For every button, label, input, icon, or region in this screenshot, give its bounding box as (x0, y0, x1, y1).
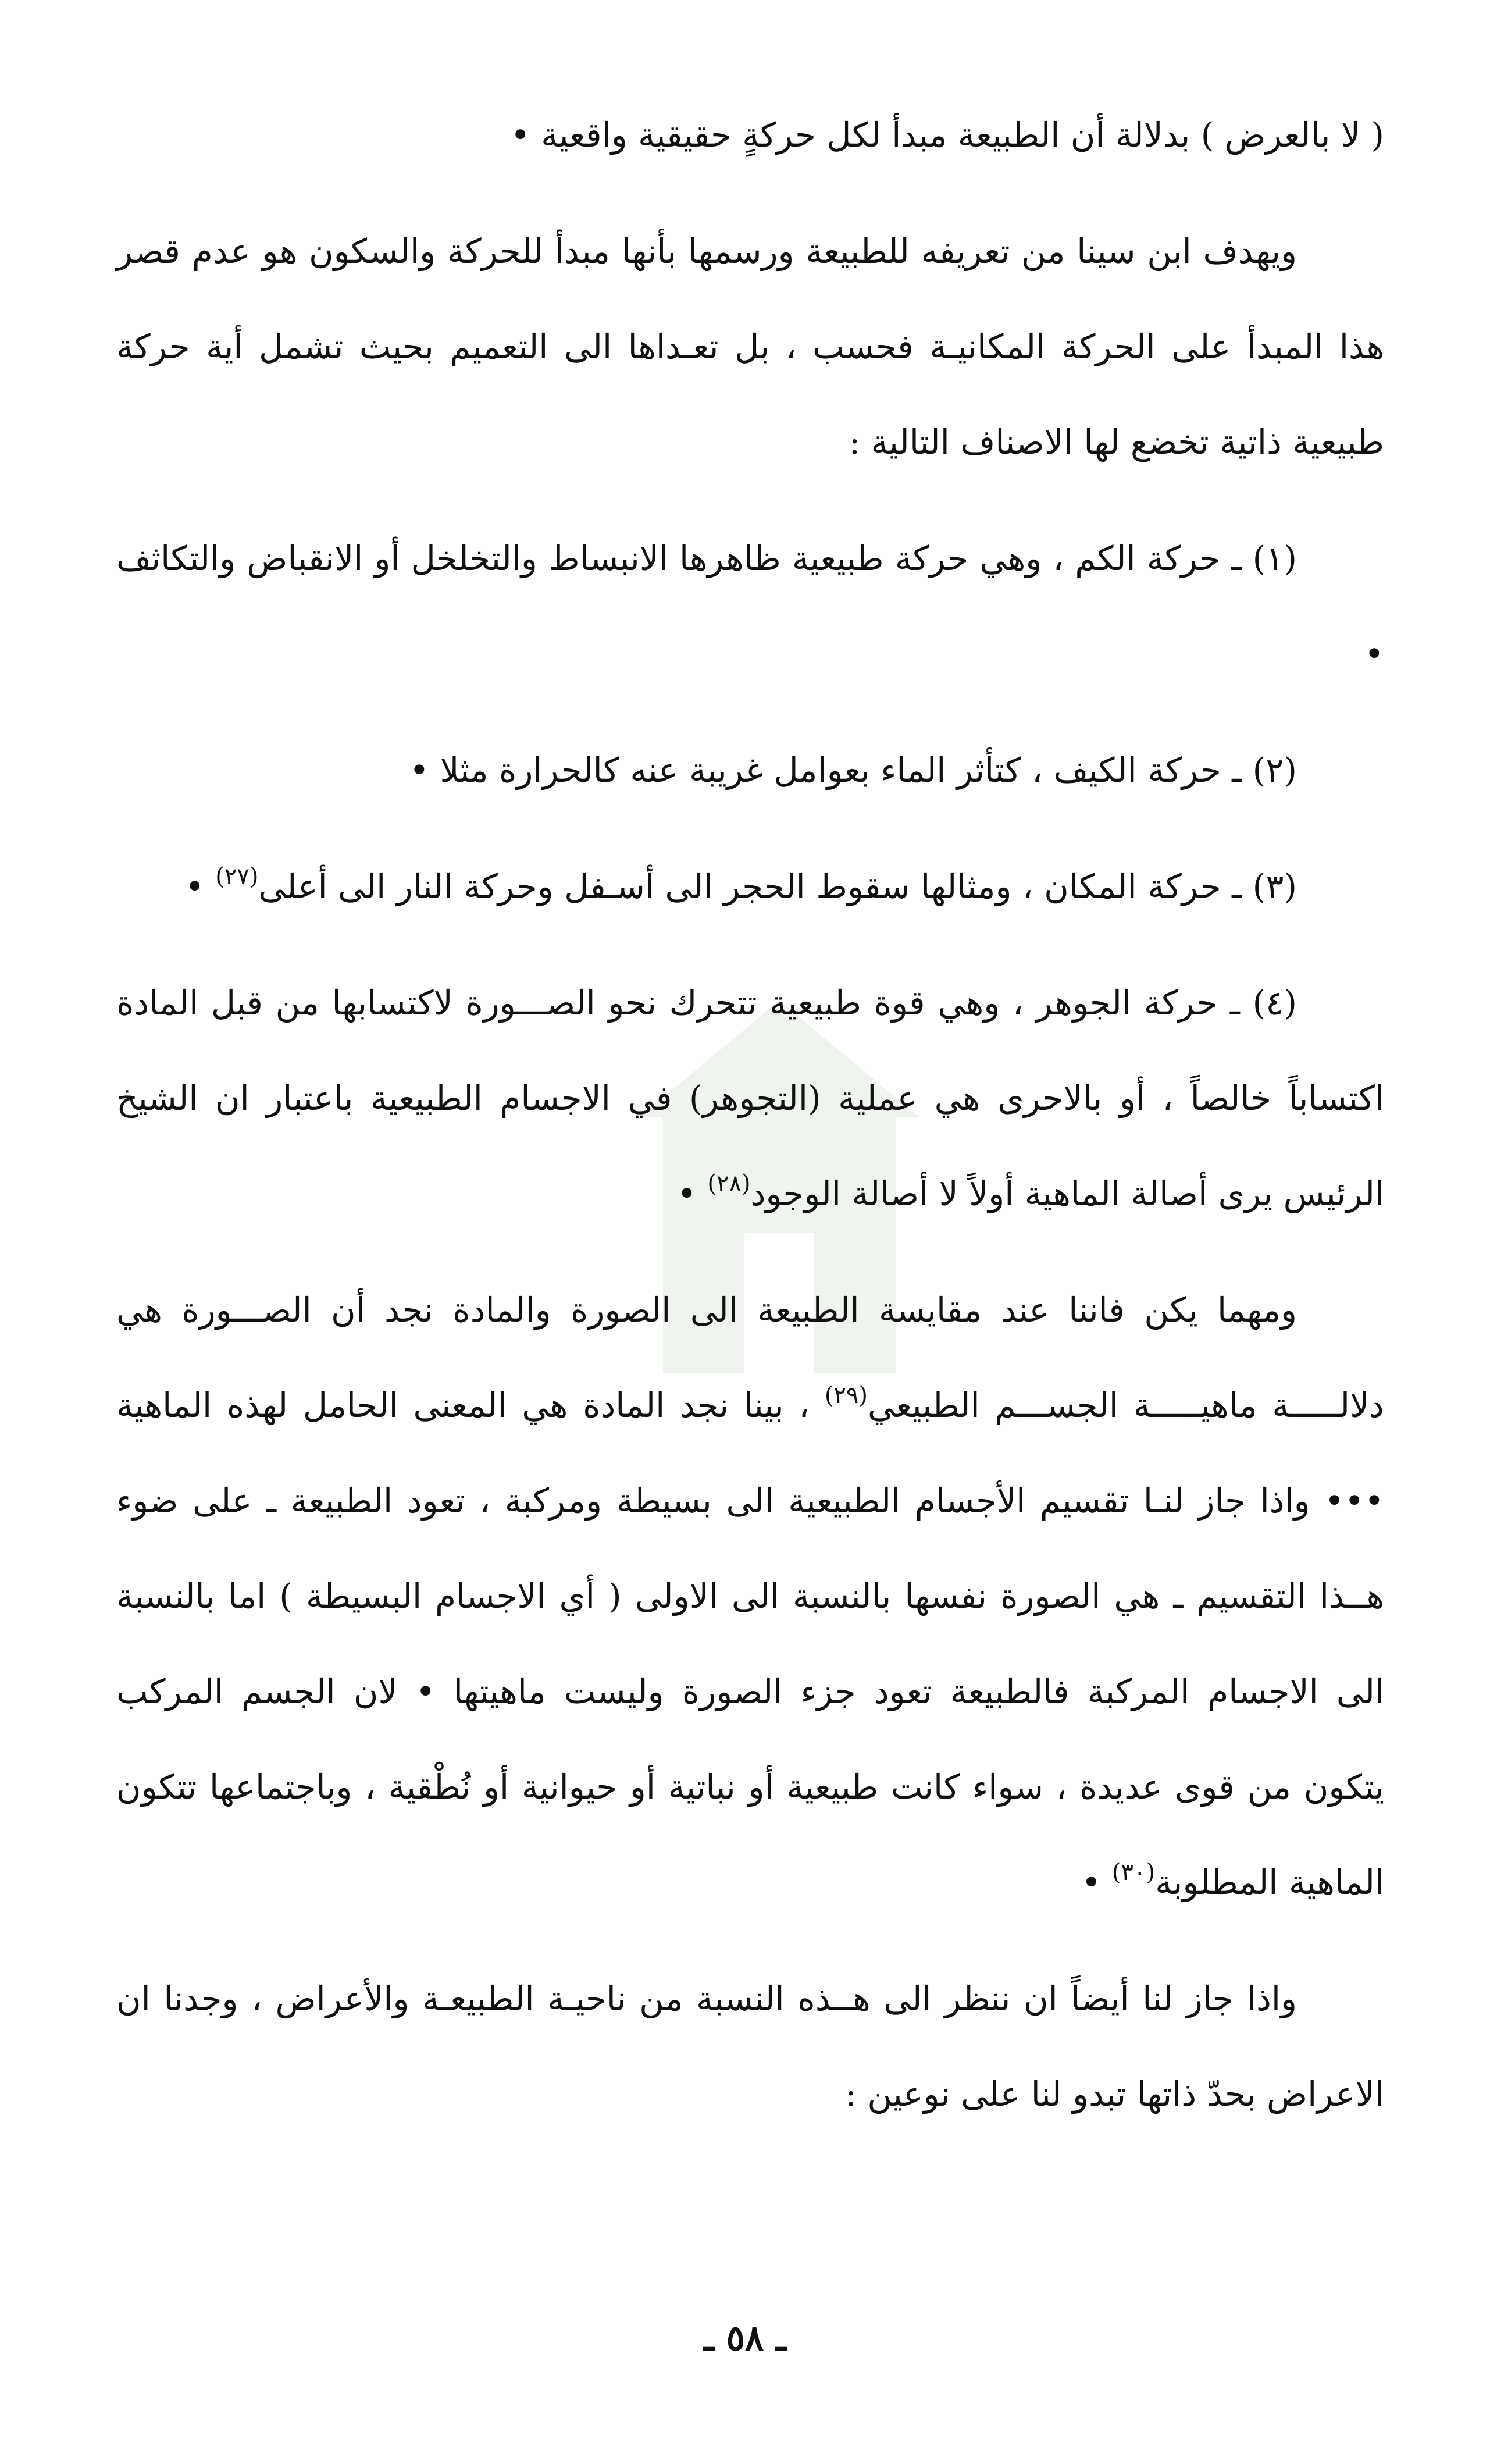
list-item-2 (116, 722, 1384, 818)
footnote-ref-28: (٢٨) (707, 1170, 751, 1197)
footnote-ref-30: (٣٠) (1111, 1859, 1156, 1886)
paragraph-2 (116, 204, 1384, 490)
paragraph-1 (116, 87, 1384, 183)
list-item-1-text: (١) ـ حركة الكم ، وهي حركة طبيعية ظاهرها الانبساط والتخلخل أو الانقباض والتكاثف • (116, 539, 1384, 674)
list-item-3 (116, 839, 1384, 934)
footnote-ref-27: (٢٧) (215, 863, 259, 890)
paragraph-2-text: ويهدف ابن سينا من تعريفه للطبيعة ورسمها بأنها مبدأ للحركة والسكون هو عدم قصر هذا المبدأ على الحركة المكانيـة فحسب ، بل تعـداها الى التعميم بحيث تشمل أية حركة طبيعية ذاتية تخضع لها الاصناف التالية : (116, 232, 1384, 462)
list-item-4-end: • (676, 1174, 708, 1213)
footnote-ref-29: (٢٩) (824, 1382, 868, 1409)
paragraph-3 (116, 1262, 1384, 1930)
paragraph-3-text-b: ، بينا نجد المادة هي المعنى الحامل لهذه الماهية ••• واذا جاز لنـا تقسيم الأجسام الطبيعية الى بسيطة ومركبة ، تعود الطبيعة ـ على ضوء هــذا التقسيم ـ هي الصورة نفسها بالنسبة الى الاولى ( أي الاجسام البسيطة ) اما بالنسبة الى الاجسام المركبة فالطبيعة تعود جزء الصورة وليست ماهيتها • لان الجسم المركب يتكون من قوى عديدة ، سواء كانت طبيعية أو نباتية أو حيوانية أو نُطْقية ، وباجتماعها تتكون الماهية المطلوبة (116, 1386, 1384, 1902)
list-item-4-text: (٤) ـ حركة الجوهر ، وهي قوة طبيعية تتحرك نحو الصـــورة لاكتسابها من قبل المادة اكتساباً خالصاً ، أو بالاحرى هي عملية (التجوهر) في الاجسام الطبيعية باعتبار ان الشيخ الرئيس يرى أصالة الماهية أولاً لا أصالة الوجود (116, 983, 1384, 1213)
list-item-3-end: • (184, 867, 216, 906)
paragraph-3-text-a: ومهما يكن فاننا عند مقايسة الطبيعة الى الصورة والمادة نجد أن الصـــورة هي دلالـــــة ماهيـــــة الجســـم الطبيعي (116, 1290, 1384, 1425)
list-item-4 (116, 955, 1384, 1241)
paragraph-4 (116, 1951, 1384, 2142)
list-item-2-text: (٢) ـ حركة الكيف ، كتأثر الماء بعوامل غريبة عنه كالحرارة مثلا • (409, 750, 1297, 790)
paragraph-4-text: واذا جاز لنا أيضاً ان ننظر الى هــذه النسبة من ناحيـة الطبيعـة والأعراض ، وجدنا ان الاعراض بحدّ ذاتها تبدو لنا على نوعين : (116, 1979, 1384, 2114)
paragraph-3-end: • (1081, 1863, 1112, 1902)
list-item-1 (116, 511, 1384, 702)
page-number: ـ ٥٨ ـ (704, 2318, 786, 2359)
paragraph-1-text: ( لا بالعرض ) بدلالة أن الطبيعة مبدأ لكل حركةٍ حقيقية واقعية • (510, 115, 1384, 155)
body-text (116, 87, 1384, 2142)
list-item-3-text: (٣) ـ حركة المكان ، ومثالها سقوط الحجر الى أسـفل وحركة النار الى أعلى (258, 867, 1297, 906)
